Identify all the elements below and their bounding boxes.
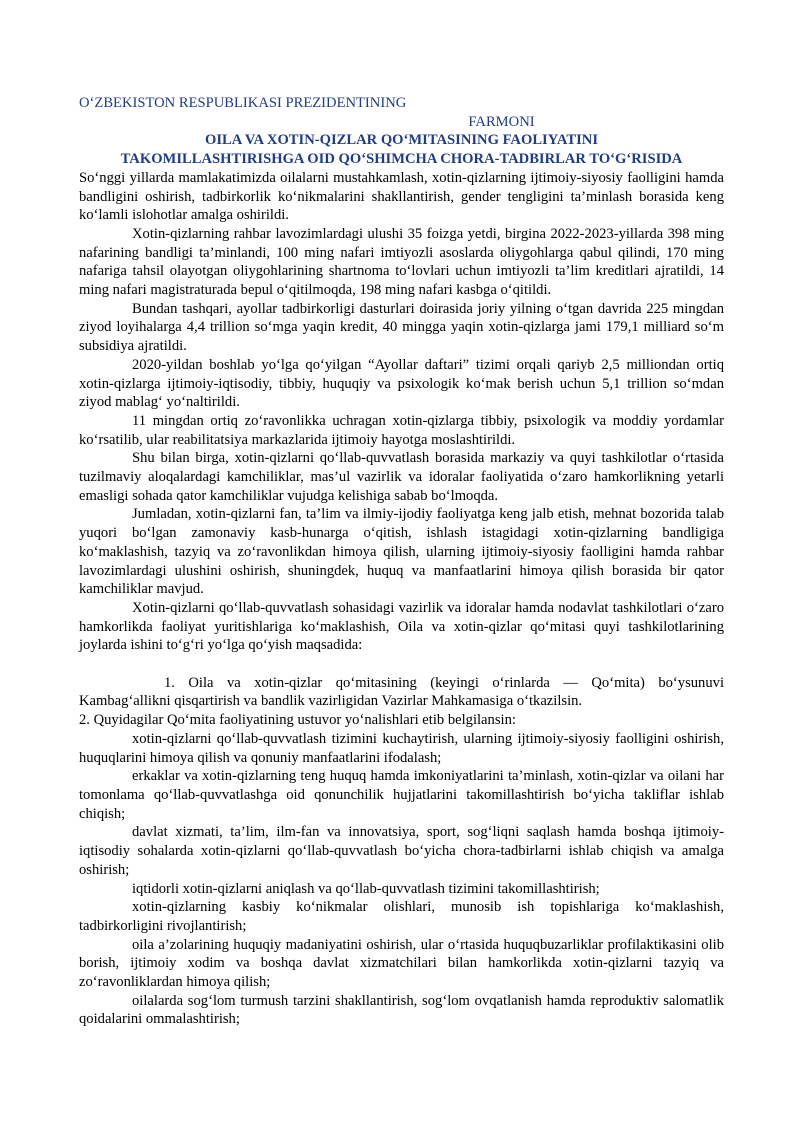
priority-direction: iqtidorli xotin-qizlarni aniqlash va qo‘llab-quvvatlash tizimini takomillashtirish; bbox=[132, 880, 600, 897]
priority-direction: oilalarda sog‘lom turmush tarzini shakllantirish, sog‘lom ovqatlanish hamda reproduktiv salomatlik qoidalarini ommalashtirish; bbox=[79, 992, 724, 1028]
decree-item-1: 1. Oila va xotin-qizlar qo‘mitasining (keyingi o‘rinlarda — Qo‘mita) bo‘ysunuvi Kambag‘allikni qisqartirish va bandlik vazirligidan Vazirlar Mahkamasiga o‘tkazilsin. bbox=[79, 674, 724, 710]
preamble-paragraph: 11 mingdan ortiq zo‘ravonlikka uchragan xotin-qizlarga tibbiy, psixologik va moddiy yordamlar ko‘rsatilib, ular reabilitatsiya markazlarida ijtimoiy hayotga moslashtirildi. bbox=[79, 412, 724, 448]
priority-direction: erkaklar va xotin-qizlarning teng huquq hamda imkoniyatlarini ta’minlash, xotin-qizlar va oilani har tomonlama qo‘llab-quvvatlashga oid qonunchilik hujjatlarini takomillashtirish bo‘yicha takliflar ishlab chiqish; bbox=[79, 768, 724, 822]
decree-issuer: O‘ZBEKISTON RESPUBLIKASI PREZIDENTINING bbox=[79, 95, 407, 111]
priority-direction: davlat xizmati, ta’lim, ilm-fan va innovatsiya, sport, sog‘liqni saqlash hamda boshqa ijtimoiy-iqtisodiy sohalarda xotin-qizlarni qo‘llab-quvvatlash bo‘yicha chora-tadbirlarni ishlab chiqish va amalga oshirish; bbox=[79, 824, 724, 878]
preamble-paragraph: Shu bilan birga, xotin-qizlarni qo‘llab-quvvatlash borasida markaziy va quyi tashkilotlar o‘rtasida tuzilmaviy aloqalardagi kamchiliklar, mas’ul vazirlik va idoralar faoliyatida o‘zaro hamkorlikning yetarli emasligi sohada qator kamchiliklar vujudga kelishiga sabab bo‘lmoqda. bbox=[79, 450, 724, 504]
document-page bbox=[79, 94, 724, 1029]
preamble-paragraph: Jumladan, xotin-qizlarni fan, ta’lim va ilmiy-ijodiy faoliyatga keng jalb etish, mehnat bozorida talab yuqori bo‘lgan zamonaviy kasb-hunarga o‘qitish, ishlash istagidagi xotin-qizlarning bandligiga ko‘maklashish, tazyiq va zo‘ravonlikdan himoya qilish, ularning ijtimoiy-siyosiy faolligini hamda rahbar lavozimlardagi ulushini oshirish, shuningdek, huquq va manfaatlarini himoya qilish borasida bir qator kamchiliklar mavjud. bbox=[79, 506, 724, 598]
preamble-paragraph: 2020-yildan boshlab yo‘lga qo‘yilgan “Ayollar daftari” tizimi orqali qariyb 2,5 milliondan ortiq xotin-qizlarga ijtimoiy-iqtisodiy, tibbiy, huquqiy va psixologik ko‘mak berish uchun 5,1 trillion so‘mdan ziyod mablag‘ yo‘naltirildi. bbox=[79, 356, 724, 411]
preamble-paragraph: Xotin-qizlarni qo‘llab-quvvatlash sohasidagi vazirlik va idoralar hamda nodavlat tashkilotlari o‘zaro hamkorlikda faoliyat yuritishlariga ko‘maklashish, Oila va xotin-qizlar qo‘mitasi quyi tashkilotlarining joylarda ishini to‘g‘ri yo‘lga qo‘yish maqsadida: bbox=[79, 599, 724, 654]
document-title-line-1: OILA VA XOTIN-QIZLAR QO‘MITASINING FAOLIYATINI bbox=[204, 132, 599, 149]
preamble-paragraph: Bundan tashqari, ayollar tadbirkorligi dasturlari doirasida joriy yilning o‘tgan davrida 225 mingdan ziyod loyihalarga 4,4 trillion so‘mga yaqin kredit, 40 mingga yaqin xotin-qizlarga jami 179,1 milliard so‘m subsidiya ajratildi. bbox=[79, 300, 724, 355]
document-title-line-2: TAKOMILLASHTIRISHGA OID QO‘SHIMCHA CHORA-TADBIRLAR TO‘G‘RISIDA bbox=[120, 151, 683, 168]
decree-type: FARMONI bbox=[468, 113, 535, 130]
priority-direction: xotin-qizlarni qo‘llab-quvvatlash tizimini kuchaytirish, ularning ijtimoiy-siyosiy faolligini oshirish, huquqlarini himoya qilish va qonuniy manfaatlarini ifodalash; bbox=[79, 730, 724, 766]
priority-direction: xotin-qizlarning kasbiy ko‘nikmalar olishlari, munosib ish topishlariga ko‘maklashish, tadbirkorligini rivojlantirish; bbox=[79, 899, 724, 934]
decree-item-2: 2. Quyidagilar Qo‘mita faoliyatining ustuvor yo‘nalishlari etib belgilansin: bbox=[79, 712, 516, 729]
preamble-paragraph: So‘nggi yillarda mamlakatimizda oilalarni mustahkamlash, xotin-qizlarning ijtimoiy-siyosiy faolligini hamda bandligini oshirish, tadbirkorlik ko‘nikmalarini shakllantirish, gender tengligini ta’minlash borasida keng ko‘lamli islohotlar amalga oshirildi. bbox=[79, 169, 724, 224]
section-gap bbox=[79, 655, 724, 674]
priority-direction: oila a’zolarining huquqiy madaniyatini oshirish, ular o‘rtasida huquqbuzarliklar profilaktikasini olib borish, ijtimoiy xodim va boshqa davlat xizmatchilari bilan hamkorlikda xotin-qizlarni tazyiq va zo‘ravonliklardan himoya qilish; bbox=[79, 936, 724, 991]
preamble-paragraph: Xotin-qizlarning rahbar lavozimlardagi ulushi 35 foizga yetdi, birgina 2022-2023-yillarda 398 ming nafarining bandligi ta’minlandi, 100 ming nafari imtiyozli asoslarda oliygohlarga qabul qilindi, 170 ming nafariga tahsil olayotgan oliygohlarining shartnoma to‘lovlari uchun imtiyozli ta’lim kreditlari ajratildi, 14 ming nafari magistraturada bepul o‘qitilmoqda, 198 ming nafari kasbga o‘qitildi. bbox=[79, 225, 724, 299]
